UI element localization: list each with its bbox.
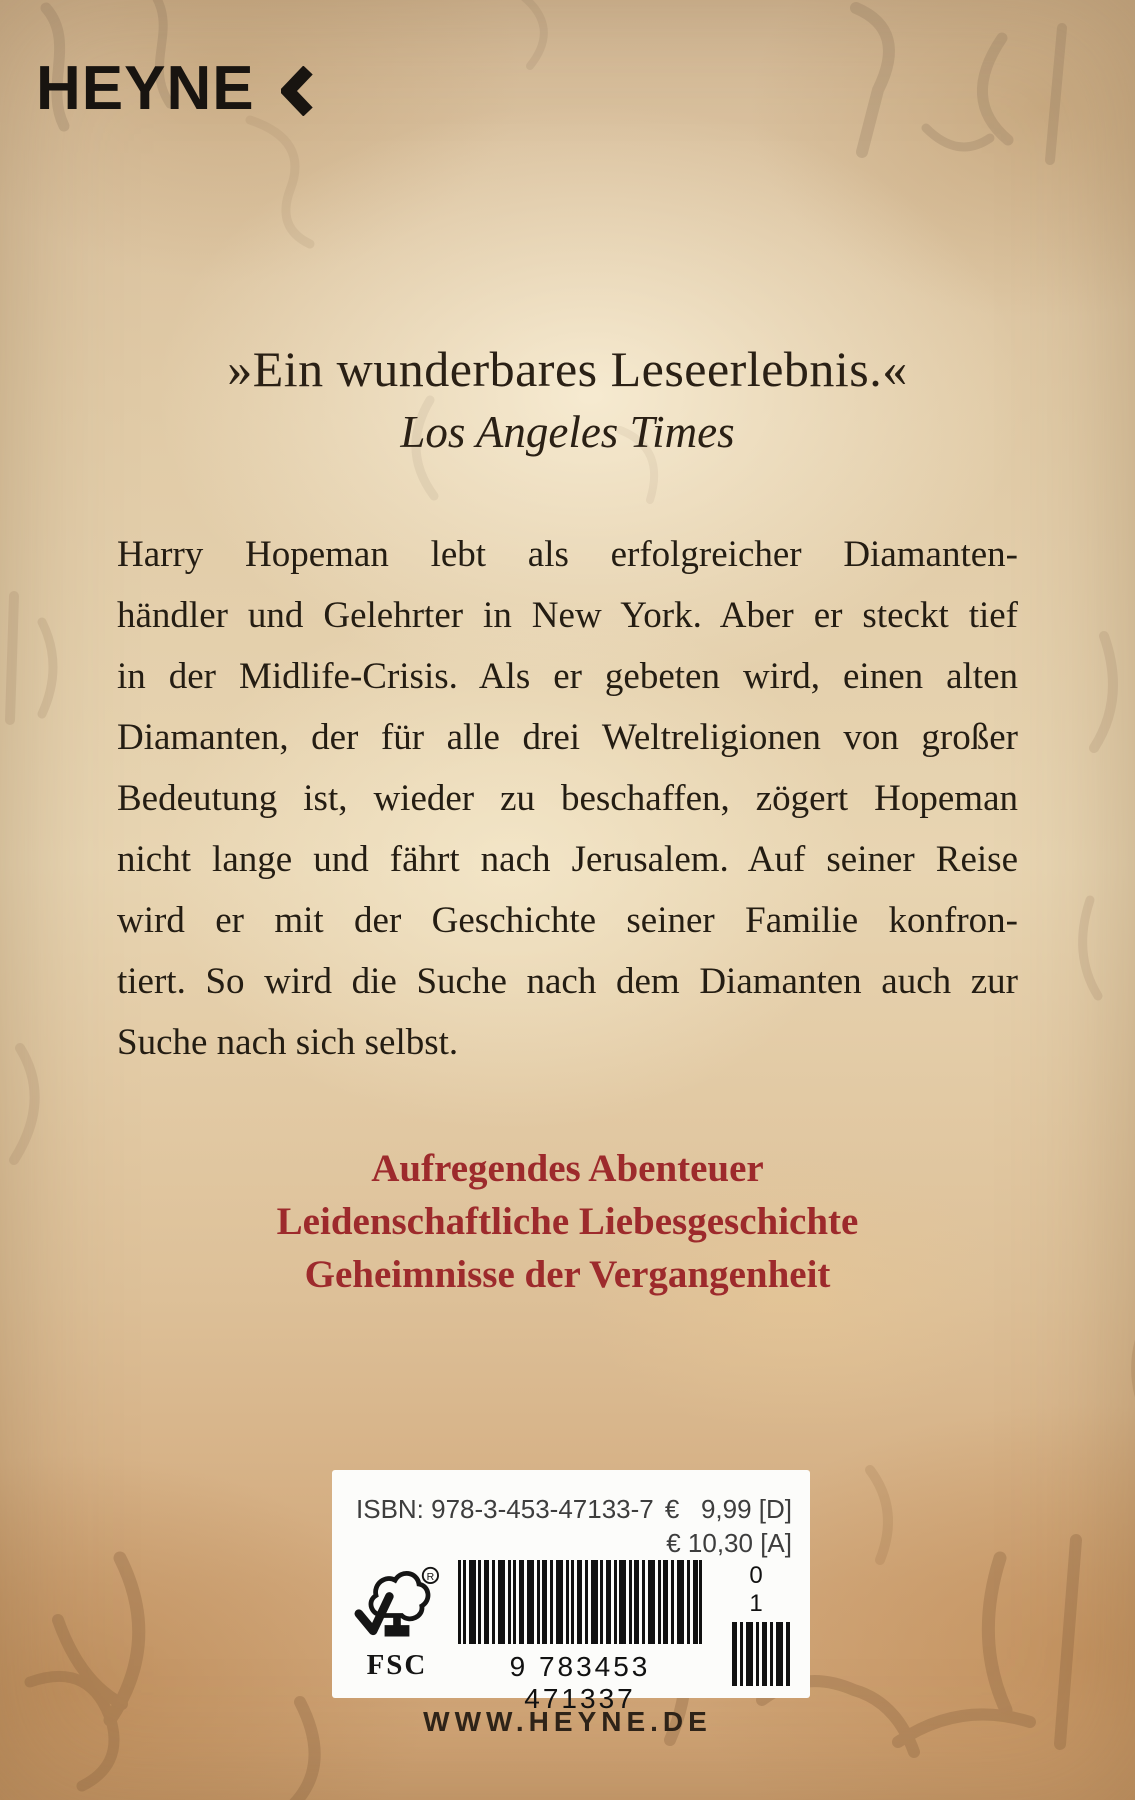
website-url: WWW.HEYNE.DE (423, 1706, 712, 1737)
blurb-line: Diamanten, der für alle drei Weltreligionen von großer (117, 717, 1018, 758)
blurb-line: in der Midlife-Crisis. Als er gebeten wird, einen alten (117, 656, 1018, 697)
barcode-addon-icon (732, 1622, 790, 1686)
barcode-digits: 9 783453 471337 (509, 1651, 651, 1714)
highlight-line: Aufregendes Abenteuer (371, 1147, 764, 1190)
isbn-number: ISBN: 978-3-453-47133-7 (356, 1494, 654, 1524)
genre-highlights (0, 1142, 1135, 1301)
fsc-label: FSC (366, 1649, 428, 1681)
publisher-logo (36, 54, 313, 123)
svg-text:R: R (426, 1571, 435, 1584)
publisher-logo-text: HEYNE (36, 54, 255, 123)
blurb-line: tiert. So wird die Suche nach dem Diamanten auch zur (117, 961, 1018, 1002)
barcode-addon (730, 1562, 792, 1691)
ean-barcode-icon (458, 1560, 702, 1644)
barcode-addon-digits: 0 1 (749, 1562, 773, 1617)
blurb-line: Harry Hopeman lebt als erfolgreicher Diamanten- (117, 534, 1018, 575)
blurb-paragraph (117, 524, 1018, 1073)
press-quote-source: Los Angeles Times (400, 407, 735, 457)
price-germany: € 9,99 [D] (664, 1494, 792, 1524)
isbn-barcode-box (332, 1470, 810, 1714)
price-austria: € 10,30 [A] (666, 1528, 792, 1558)
blurb-line: nicht lange und fährt nach Jerusalem. Auf seiner Reise (117, 839, 1018, 880)
highlight-line: Geheimnisse der Vergangenheit (304, 1253, 831, 1296)
ean-barcode (458, 1560, 702, 1715)
blurb-line: händler und Gelehrter in New York. Aber er steckt tief (117, 595, 1018, 636)
press-quote: »Ein wunderbares Leseerlebnis.« (227, 341, 908, 397)
fsc-tree-icon (353, 1564, 441, 1648)
blurb-line: Suche nach sich selbst. (117, 1022, 459, 1063)
price-block (665, 1492, 792, 1560)
fsc-logo (352, 1564, 442, 1682)
heyne-chevron-icon (281, 66, 313, 116)
blurb-line: Bedeutung ist, wieder zu beschaffen, zögert Hopeman (117, 778, 1018, 819)
highlight-line: Leidenschaftliche Liebesgeschichte (276, 1200, 859, 1243)
blurb-line: wird er mit der Geschichte seiner Familie konfron- (117, 900, 1018, 941)
